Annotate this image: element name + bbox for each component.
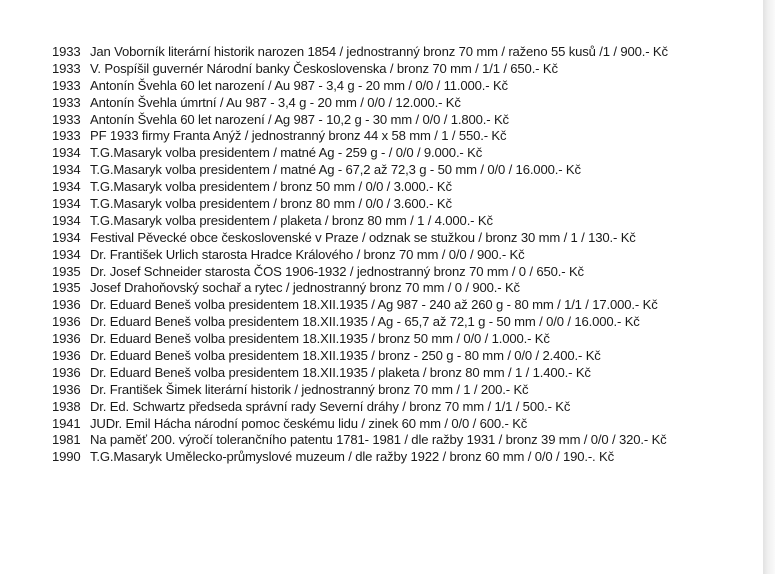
list-item: [52, 44, 668, 61]
list-item: [52, 365, 668, 382]
entry-description: T.G.Masaryk volba presidentem / plaketa / bronz 80 mm / 1 / 4.000.- Kč: [90, 212, 493, 228]
list-item: [52, 95, 668, 112]
list-item: [52, 280, 668, 297]
list-item: [52, 61, 668, 78]
entry-year: 1990: [52, 449, 81, 465]
entry-description: Antonín Švehla 60 let narození / Au 987 - 3,4 g - 20 mm / 0/0 / 11.000.- Kč: [90, 77, 508, 93]
entry-description: Jan Voborník literární historik narozen 1854 / jednostranný bronz 70 mm / raženo 55 kusů /1 / 900.- Kč: [90, 44, 668, 59]
entry-year: 1936: [52, 331, 81, 347]
entry-year: 1933: [52, 60, 81, 76]
list-item: [52, 264, 668, 281]
entry-year: 1933: [52, 111, 81, 127]
entry-description: Dr. Eduard Beneš volba presidentem 18.XII.1935 / plaketa / bronz 80 mm / 1 / 1.400.- Kč: [90, 364, 591, 380]
entry-year: 1933: [52, 44, 81, 59]
list-item: [52, 449, 668, 466]
entry-year: 1935: [52, 280, 81, 296]
entry-year: 1933: [52, 94, 81, 110]
entry-description: Antonín Švehla úmrtní / Au 987 - 3,4 g - 20 mm / 0/0 / 12.000.- Kč: [90, 94, 461, 110]
entry-year: 1933: [52, 77, 81, 93]
entry-description: Dr. František Šimek literární historik / jednostranný bronz 70 mm / 1 / 200.- Kč: [90, 381, 529, 397]
list-item: [52, 348, 668, 365]
entry-description: Dr. Ed. Schwartz předseda správní rady Severní dráhy / bronz 70 mm / 1/1 / 500.- Kč: [90, 398, 571, 414]
entry-description: Dr. Eduard Beneš volba presidentem 18.XII.1935 / Ag - 65,7 až 72,1 g - 50 mm / 0/0 / 16.000.- Kč: [90, 314, 640, 330]
entry-year: 1934: [52, 196, 81, 212]
entry-year: 1933: [52, 128, 81, 144]
entry-description: T.G.Masaryk volba presidentem / bronz 50 mm / 0/0 / 3.000.- Kč: [90, 179, 452, 195]
entry-year: 1935: [52, 263, 81, 279]
list-item: [52, 314, 668, 331]
list-item: [52, 128, 668, 145]
list-item: [52, 382, 668, 399]
entry-year: 1934: [52, 246, 81, 262]
entry-year: 1936: [52, 381, 81, 397]
entry-year: 1936: [52, 314, 81, 330]
entry-description: Dr. Eduard Beneš volba presidentem 18.XII.1935 / bronz 50 mm / 0/0 / 1.000.- Kč: [90, 331, 550, 347]
list-item: [52, 432, 668, 449]
entry-description: Dr. Eduard Beneš volba presidentem 18.XII.1935 / bronz - 250 g - 80 mm / 0/0 / 2.400.- Kč: [90, 348, 601, 364]
entry-year: 1936: [52, 297, 81, 313]
entry-description: Dr. František Urlich starosta Hradce Králového / bronz 70 mm / 0/0 / 900.- Kč: [90, 246, 525, 262]
list-item: [52, 399, 668, 416]
entry-description: JUDr. Emil Hácha národní pomoc českému lidu / zinek 60 mm / 0/0 / 600.- Kč: [90, 415, 528, 431]
list-item: [52, 78, 668, 95]
entry-description: Dr. Josef Schneider starosta ČOS 1906-1932 / jednostranný bronz 70 mm / 0 / 650.- Kč: [90, 263, 584, 279]
entry-description: Josef Drahoňovský sochař a rytec / jednostranný bronz 70 mm / 0 / 900.- Kč: [90, 280, 520, 296]
list-item: [52, 416, 668, 433]
list-item: [52, 297, 668, 314]
entry-description: T.G.Masaryk volba presidentem / matné Ag - 67,2 až 72,3 g - 50 mm / 0/0 / 16.000.- Kč: [90, 162, 581, 178]
entry-year: 1938: [52, 398, 81, 414]
entry-year: 1934: [52, 229, 81, 245]
list-item: [52, 112, 668, 129]
list-item: [52, 230, 668, 247]
list-item: [52, 331, 668, 348]
entry-description: T.G.Masaryk volba presidentem / bronz 80 mm / 0/0 / 3.600.- Kč: [90, 196, 452, 212]
entry-description: T.G.Masaryk volba presidentem / matné Ag - 259 g - / 0/0 / 9.000.- Kč: [90, 145, 483, 161]
entry-description: Festival Pěvecké obce československé v Praze / odznak se stužkou / bronz 30 mm / 1 / 130.- Kč: [90, 229, 636, 245]
list-item: [52, 213, 668, 230]
entry-year: 1934: [52, 145, 81, 161]
entry-description: Antonín Švehla 60 let narození / Ag 987 - 10,2 g - 30 mm / 0/0 / 1.800.- Kč: [90, 111, 509, 127]
medal-price-list: [52, 44, 668, 466]
list-item: [52, 196, 668, 213]
entry-description: PF 1933 firmy Franta Anýž / jednostranný bronz 44 x 58 mm / 1 / 550.- Kč: [90, 128, 507, 144]
entry-year: 1934: [52, 212, 81, 228]
entry-year: 1981: [52, 432, 81, 448]
entry-description: Na paměť 200. výročí tolerančního patentu 1781- 1981 / dle ražby 1931 / bronz 39 mm / 0/0 / 320.- Kč: [90, 432, 667, 448]
entry-year: 1934: [52, 179, 81, 195]
list-item: [52, 145, 668, 162]
entry-year: 1941: [52, 415, 81, 431]
list-item: [52, 179, 668, 196]
list-item: [52, 162, 668, 179]
entry-year: 1934: [52, 162, 81, 178]
scan-edge: [763, 0, 775, 574]
entry-description: T.G.Masaryk Umělecko-průmyslové muzeum / dle ražby 1922 / bronz 60 mm / 0/0 / 190.-. Kč: [90, 449, 614, 465]
entry-year: 1936: [52, 348, 81, 364]
entry-description: Dr. Eduard Beneš volba presidentem 18.XII.1935 / Ag 987 - 240 až 260 g - 80 mm / 1/1 / 17.000.- Kč: [90, 297, 658, 313]
entry-description: V. Pospíšil guvernér Národní banky Československa / bronz 70 mm / 1/1 / 650.- Kč: [90, 60, 558, 76]
entry-year: 1936: [52, 364, 81, 380]
list-item: [52, 247, 668, 264]
